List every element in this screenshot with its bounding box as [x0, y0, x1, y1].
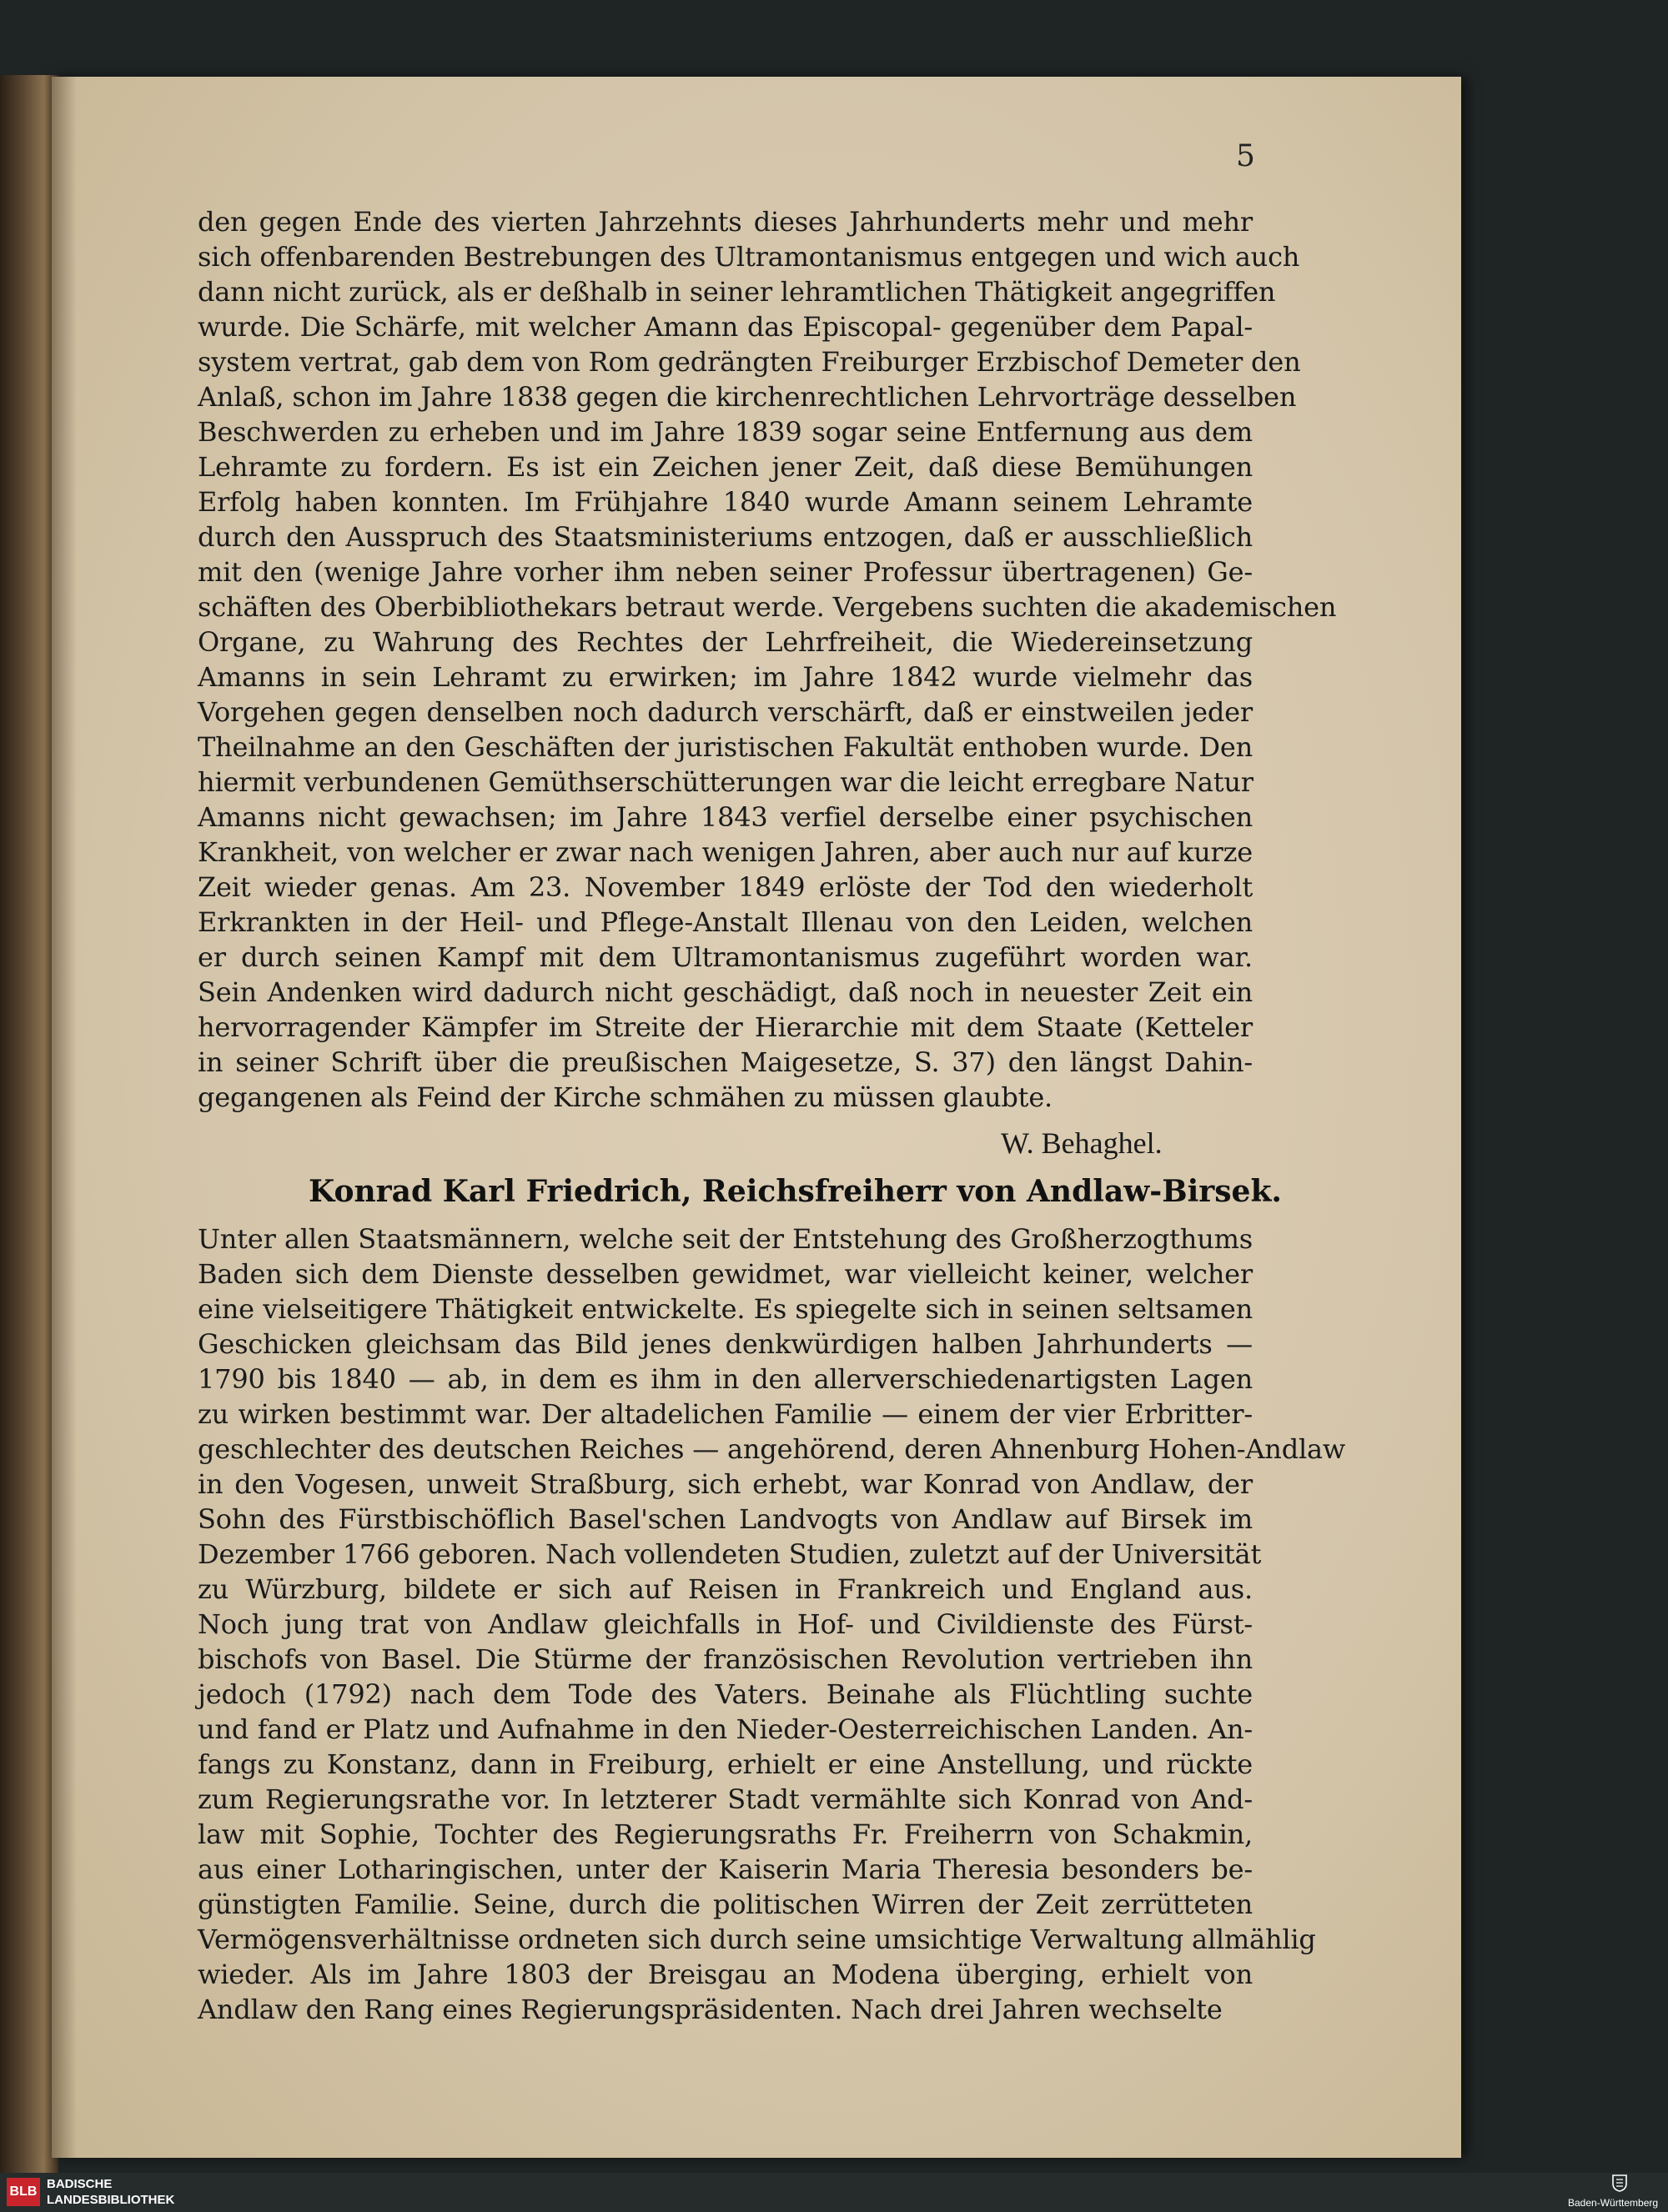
text-line: dann nicht zurück, als er deßhalb in seiner lehramtlichen Thätigkeit angegriffen [198, 276, 1276, 308]
text-line: Noch jung trat von Andlaw gleichfalls in Hof- und Civildienste des Fürst- [198, 1608, 1253, 1640]
text-line: Erkrankten in der Heil- und Pflege-Anstalt Illenau von den Leiden, welchen [198, 906, 1253, 938]
text-line: den gegen Ende des vierten Jahrzehnts dieses Jahrhunderts mehr und mehr [198, 206, 1253, 238]
text-line: Sein Andenken wird dadurch nicht geschädigt, daß noch in neuester Zeit ein [198, 976, 1253, 1008]
library-name-line-2: LANDESBIBLIOTHEK [47, 2193, 175, 2207]
library-name-line-1: BADISCHE [47, 2177, 113, 2191]
text-line: geschlechter des deutschen Reiches — angehörend, deren Ahnenburg Hohen-Andlaw [198, 1433, 1346, 1465]
library-name [47, 2176, 174, 2208]
text-line: in seiner Schrift über die preußischen Maigesetze, S. 37) den längst Dahin- [198, 1046, 1253, 1078]
text-line: Unter allen Staatsmännern, welche seit der Entstehung des Großherzogthums [198, 1223, 1253, 1255]
text-line: jedoch (1792) nach dem Tode des Vaters. Beinahe als Flüchtling suchte [198, 1678, 1253, 1710]
text-line: Organe, zu Wahrung des Rechtes der Lehrfreiheit, die Wiedereinsetzung [198, 626, 1253, 658]
text-line: zu wirken bestimmt war. Der altadelichen Familie — einem der vier Erbritter- [198, 1398, 1253, 1430]
text-line: Amanns nicht gewachsen; im Jahre 1843 verfiel derselbe einer psychischen [198, 801, 1253, 833]
first-section-text [198, 204, 1337, 1115]
text-line: Amanns in sein Lehramt zu erwirken; im Jahre 1842 wurde vielmehr das [198, 661, 1253, 693]
text-line: hervorragender Kämpfer im Streite der Hierarchie mit dem Staate (Ketteler [198, 1011, 1253, 1043]
text-line: Sohn des Fürstbischöflich Basel'schen Landvogts von Andlaw auf Birsek im [198, 1503, 1253, 1535]
text-line: Baden sich dem Dienste desselben gewidmet, war vielleicht keiner, welcher [198, 1258, 1253, 1290]
text-line: aus einer Lotharingischen, unter der Kaiserin Maria Theresia besonders be- [198, 1853, 1253, 1885]
text-line: Dezember 1766 geboren. Nach vollendeten Studien, zuletzt auf der Universität [198, 1538, 1262, 1570]
page-number: 5 [1236, 139, 1255, 173]
text-line: durch den Ausspruch des Staatsministeriums entzogen, daß er ausschließlich [198, 521, 1253, 553]
text-line: Andlaw den Rang eines Regierungspräsidenten. Nach drei Jahren wechselte [198, 1994, 1223, 2025]
text-line: Zeit wieder genas. Am 23. November 1849 erlöste der Tod den wiederholt [198, 871, 1253, 903]
text-line: zu Würzburg, bildete er sich auf Reisen in Frankreich und England aus. [198, 1573, 1253, 1605]
text-line: Erfolg haben konnten. Im Frühjahre 1840 wurde Amann seinem Lehramte [198, 486, 1253, 518]
text-line: Geschicken gleichsam das Bild jenes denkwürdigen halben Jahrhunderts — [198, 1328, 1253, 1360]
text-line: law mit Sophie, Tochter des Regierungsraths Fr. Freiherrn von Schakmin, [198, 1818, 1253, 1850]
text-line: zum Regierungsrathe vor. In letzterer Stadt vermählte sich Konrad von And- [198, 1783, 1253, 1815]
text-line: Lehramte zu fordern. Es ist ein Zeichen jener Zeit, daß diese Bemühungen [198, 451, 1253, 483]
text-line: Theilnahme an den Geschäften der juristischen Fakultät enthoben wurde. Den [198, 731, 1253, 763]
text-line: bischofs von Basel. Die Stürme der französischen Revolution vertrieben ihn [198, 1643, 1253, 1675]
text-line: fangs zu Konstanz, dann in Freiburg, erhielt er eine Anstellung, und rückte [198, 1748, 1253, 1780]
text-line: eine vielseitigere Thätigkeit entwickelte. Es spiegelte sich in seinen seltsamen [198, 1293, 1253, 1325]
text-line: wieder. Als im Jahre 1803 der Breisgau an Modena überging, erhielt von [198, 1959, 1253, 1990]
text-line: er durch seinen Kampf mit dem Ultramontanismus zugeführt worden war. [198, 941, 1253, 973]
text-line: günstigten Familie. Seine, durch die politischen Wirren der Zeit zerrütteten [198, 1888, 1253, 1920]
region-label: Baden-Württemberg [1568, 2197, 1659, 2209]
text-line: hiermit verbundenen Gemüthserschütterungen war die leicht erregbare Natur [198, 766, 1254, 798]
text-line: Beschwerden zu erheben und im Jahre 1839 sogar seine Entfernung aus dem [198, 416, 1253, 448]
page-gutter-shadow [52, 77, 77, 2158]
text-line: 1790 bis 1840 — ab, in dem es ihm in den allerverschiedenartigsten Lagen [198, 1363, 1253, 1395]
text-line: Krankheit, von welcher er zwar nach wenigen Jahren, aber auch nur auf kurze [198, 836, 1253, 868]
book-binding [0, 75, 58, 2176]
text-line: wurde. Die Schärfe, mit welcher Amann das Episcopal- gegenüber dem Papal- [198, 311, 1253, 343]
author-signature: W. Behaghel. [1001, 1126, 1163, 1160]
text-line: und fand er Platz und Aufnahme in den Nieder-Oesterreichischen Landen. An- [198, 1713, 1253, 1745]
text-line: Vorgehen gegen denselben noch dadurch verschärft, daß er einstweilen jeder [198, 696, 1253, 728]
footer-bar [0, 2173, 1668, 2212]
second-section-text [198, 1221, 1346, 2027]
blb-logo: BLB [7, 2178, 40, 2206]
text-line: sich offenbarenden Bestrebungen des Ultramontanismus entgegen und wich auch [198, 241, 1300, 273]
text-line: Anlaß, schon im Jahre 1838 gegen die kirchenrechtlichen Lehrvorträge desselben [198, 381, 1297, 413]
text-line: gegangenen als Feind der Kirche schmähen zu müssen glaubte. [198, 1081, 1053, 1113]
text-line: in den Vogesen, unweit Straßburg, sich erhebt, war Konrad von Andlaw, der [198, 1468, 1253, 1500]
baden-wuerttemberg-crest-icon [1610, 2174, 1630, 2192]
text-line: Vermögensverhältnisse ordneten sich durch seine umsichtige Verwaltung allmählig [198, 1924, 1316, 1955]
article-title: Konrad Karl Friedrich, Reichsfreiherr von Andlaw-Birsek. [309, 1174, 1282, 1209]
text-line: schäften des Oberbibliothekars betraut werde. Vergebens suchten die akademischen [198, 591, 1337, 623]
text-line: mit den (wenige Jahre vorher ihm neben seiner Professur übertragenen) Ge- [198, 556, 1253, 588]
text-line: system vertrat, gab dem von Rom gedrängten Freiburger Erzbischof Demeter den [198, 346, 1301, 378]
